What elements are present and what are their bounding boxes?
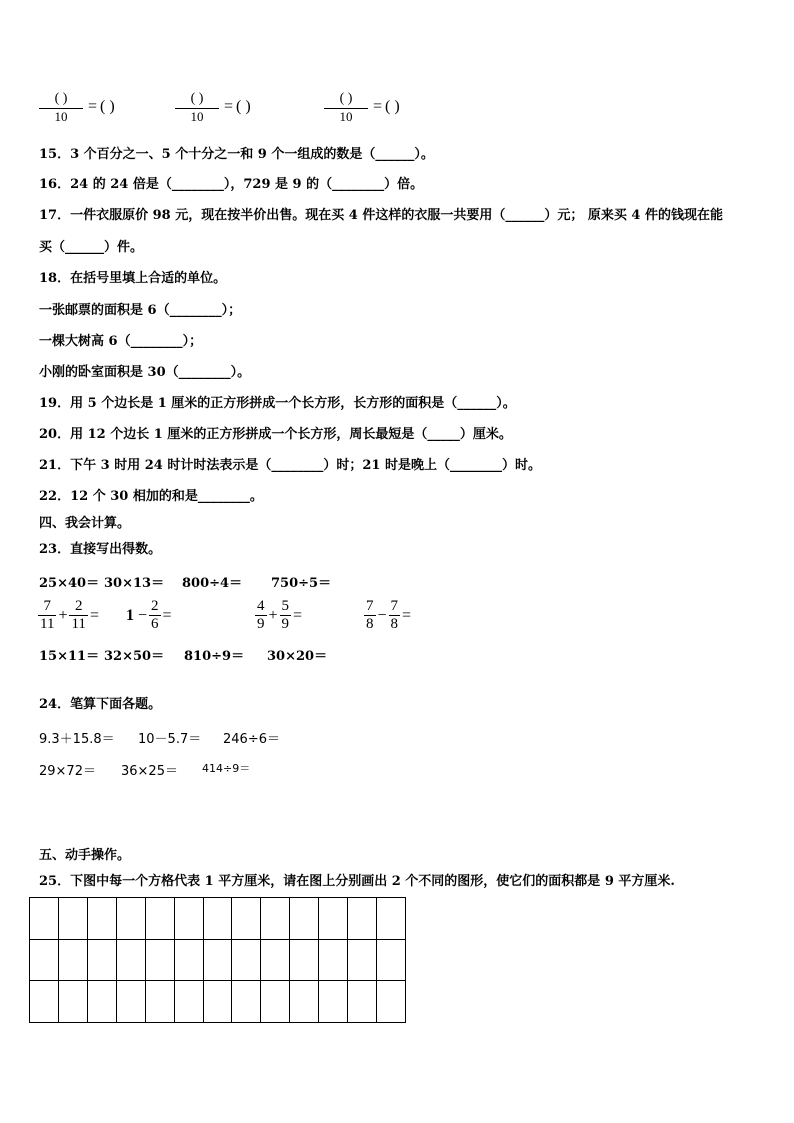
question-19 (39, 396, 516, 412)
grid-cell[interactable] (87, 898, 116, 940)
question-text: 直接写出得数。 (70, 542, 162, 557)
question-20 (39, 427, 512, 443)
fraction (39, 90, 83, 125)
plus-sign: + (58, 606, 68, 624)
grid-cell[interactable] (145, 939, 174, 981)
grid-cell[interactable] (174, 898, 203, 940)
question-number: 24． (39, 697, 71, 712)
fraction-numerator[interactable]: ( ) (190, 91, 204, 106)
calc-item: 30×13＝ (104, 576, 165, 591)
calc-item: 15×11＝ (39, 649, 100, 664)
answer-blank[interactable]: ( ) (385, 98, 400, 115)
fraction (324, 90, 368, 125)
equals-sign: = (373, 98, 383, 115)
whole-number: 1 (126, 606, 134, 624)
question-number: 16． (39, 177, 71, 192)
question-text: 用 12 个边长 1 厘米的正方形拼成一个长方形，周长最短是（_____）厘米。 (70, 427, 512, 442)
grid-cell[interactable] (87, 981, 116, 1023)
calc-item: 25×40＝ (39, 576, 100, 591)
plus-sign: + (268, 606, 278, 624)
calc-item: 414÷9＝ (202, 762, 251, 775)
equals-sign: = (402, 606, 412, 624)
equals-sign: = (162, 606, 172, 624)
grid-cell[interactable] (174, 939, 203, 981)
question-24 (39, 697, 161, 713)
question-text: 在括号里填上合适的单位。 (70, 271, 227, 286)
fraction: $\frac{7}{11}$ (40, 598, 55, 632)
grid-cell[interactable] (30, 898, 59, 940)
question-text: 24 的 24 倍是（________），729 是 9 的（________）倍。 (70, 177, 424, 192)
equals-sign: = (89, 606, 99, 624)
fraction-calc-4 (364, 598, 413, 633)
grid-row (30, 939, 406, 981)
minus-sign: − (138, 606, 148, 624)
grid-cell[interactable] (319, 981, 348, 1023)
answer-blank[interactable]: ( ) (100, 98, 115, 115)
grid-cell[interactable] (30, 939, 59, 981)
fraction: $\frac{7}{8}$ (390, 598, 399, 632)
grid-cell[interactable] (203, 898, 232, 940)
question-16 (39, 177, 423, 193)
grid-cell[interactable] (290, 939, 319, 981)
question-number: 15． (39, 147, 71, 162)
grid-cell[interactable] (203, 981, 232, 1023)
grid-cell[interactable] (87, 939, 116, 981)
calc-item: 750÷5＝ (271, 576, 332, 591)
grid-cell[interactable] (232, 981, 261, 1023)
fraction-denominator: 10 (190, 109, 204, 124)
question-text: 3 个百分之一、5 个十分之一和 9 个一组成的数是（______）。 (70, 147, 434, 162)
question-text: 下午 3 时用 24 时计时法表示是（________）时；21 时是晚上（________）时。 (70, 458, 541, 473)
section-heading-5: 五、动手操作。 (39, 848, 131, 863)
calc-item: 246÷6＝ (223, 732, 280, 747)
calc-item: 30×20＝ (267, 649, 328, 664)
question-text: 笔算下面各题。 (70, 697, 162, 712)
question-number: 18． (39, 271, 71, 286)
question-18-item-2: 一棵大树高 6（________）； (39, 334, 203, 349)
grid-cell[interactable] (30, 981, 59, 1023)
fraction-numerator[interactable]: ( ) (54, 91, 68, 106)
question-number: 19． (39, 396, 71, 411)
grid-cell[interactable] (290, 898, 319, 940)
grid-cell[interactable] (232, 898, 261, 940)
question-text: 用 5 个边长是 1 厘米的正方形拼成一个长方形，长方形的面积是（______）。 (70, 396, 516, 411)
calc-item: 9.3＋15.8＝ (39, 732, 115, 747)
grid-cell[interactable] (232, 939, 261, 981)
square-grid[interactable] (29, 897, 406, 1023)
grid-cell[interactable] (203, 939, 232, 981)
grid-row (30, 898, 406, 940)
question-number: 21． (39, 458, 71, 473)
grid-cell[interactable] (116, 898, 145, 940)
grid-cell[interactable] (348, 939, 377, 981)
grid-cell[interactable] (58, 939, 87, 981)
fraction: $\frac{2}{11}$ (71, 598, 86, 632)
fraction (175, 90, 219, 125)
question-17-continued: 买（______）件。 (39, 240, 144, 255)
grid-cell[interactable] (145, 981, 174, 1023)
question-15 (39, 147, 434, 163)
grid-cell[interactable] (145, 898, 174, 940)
question-text: 一件衣服原价 98 元，现在按半价出售。现在买 4 件这样的衣服一共要用（______）元； 原来买 4 件的钱现在能 (70, 208, 723, 223)
grid-cell[interactable] (319, 939, 348, 981)
question-17 (39, 208, 723, 224)
question-number: 22． (39, 489, 71, 504)
question-18 (39, 271, 226, 287)
question-number: 20． (39, 427, 71, 442)
minus-sign: − (377, 606, 387, 624)
fraction-denominator: 10 (339, 109, 353, 124)
fraction-numerator[interactable]: ( ) (339, 91, 353, 106)
fraction: $\frac{4}{9}$ (257, 598, 265, 632)
fraction-denominator: 10 (54, 109, 68, 124)
equals-sign: = (88, 98, 98, 115)
question-21 (39, 458, 541, 474)
calc-item: 36×25＝ (121, 764, 178, 779)
grid-cell[interactable] (174, 981, 203, 1023)
question-number: 25． (39, 874, 71, 889)
question-number: 17． (39, 208, 71, 223)
question-text: 12 个 30 相加的和是________。 (70, 489, 263, 504)
fraction-calc-3 (255, 598, 304, 633)
fraction: $\frac{2}{6}$ (151, 598, 159, 632)
question-22 (39, 489, 263, 505)
grid-cell[interactable] (261, 898, 290, 940)
question-text: 下图中每一个方格代表 1 平方厘米，请在图上分别画出 2 个不同的图形，使它们的面积都是 9 平方厘米. (70, 874, 675, 889)
calc-item: 29×72＝ (39, 764, 96, 779)
calc-item: 10－5.7＝ (138, 732, 202, 747)
fraction: $\frac{7}{8}$ (366, 598, 374, 632)
question-18-item-1: 一张邮票的面积是 6（________）； (39, 303, 242, 318)
fraction: $\frac{5}{9}$ (281, 598, 290, 632)
calc-item: 810÷9＝ (184, 649, 245, 664)
grid-cell[interactable] (58, 898, 87, 940)
grid-cell[interactable] (377, 898, 406, 940)
grid-cell[interactable] (348, 981, 377, 1023)
grid-cell[interactable] (377, 981, 406, 1023)
question-23 (39, 542, 161, 558)
answer-blank[interactable]: ( ) (236, 98, 251, 115)
grid-cell[interactable] (261, 981, 290, 1023)
grid-cell[interactable] (116, 981, 145, 1023)
section-heading-4: 四、我会计算。 (39, 516, 131, 531)
grid-cell[interactable] (58, 981, 87, 1023)
fraction-calc-1 (38, 598, 101, 633)
equals-sign: = (293, 606, 303, 624)
grid-cell[interactable] (261, 939, 290, 981)
grid-cell[interactable] (319, 898, 348, 940)
grid-cell[interactable] (116, 939, 145, 981)
calc-item: 32×50＝ (104, 649, 165, 664)
grid-cell[interactable] (290, 981, 319, 1023)
question-number: 23． (39, 542, 71, 557)
grid-row (30, 981, 406, 1023)
question-25 (39, 874, 675, 890)
equals-sign: = (224, 98, 234, 115)
grid-cell[interactable] (377, 939, 406, 981)
calc-item: 800÷4＝ (182, 576, 243, 591)
fraction-calc-2 (124, 598, 174, 633)
grid-cell[interactable] (348, 898, 377, 940)
question-18-item-3: 小刚的卧室面积是 30（________）。 (39, 365, 251, 380)
